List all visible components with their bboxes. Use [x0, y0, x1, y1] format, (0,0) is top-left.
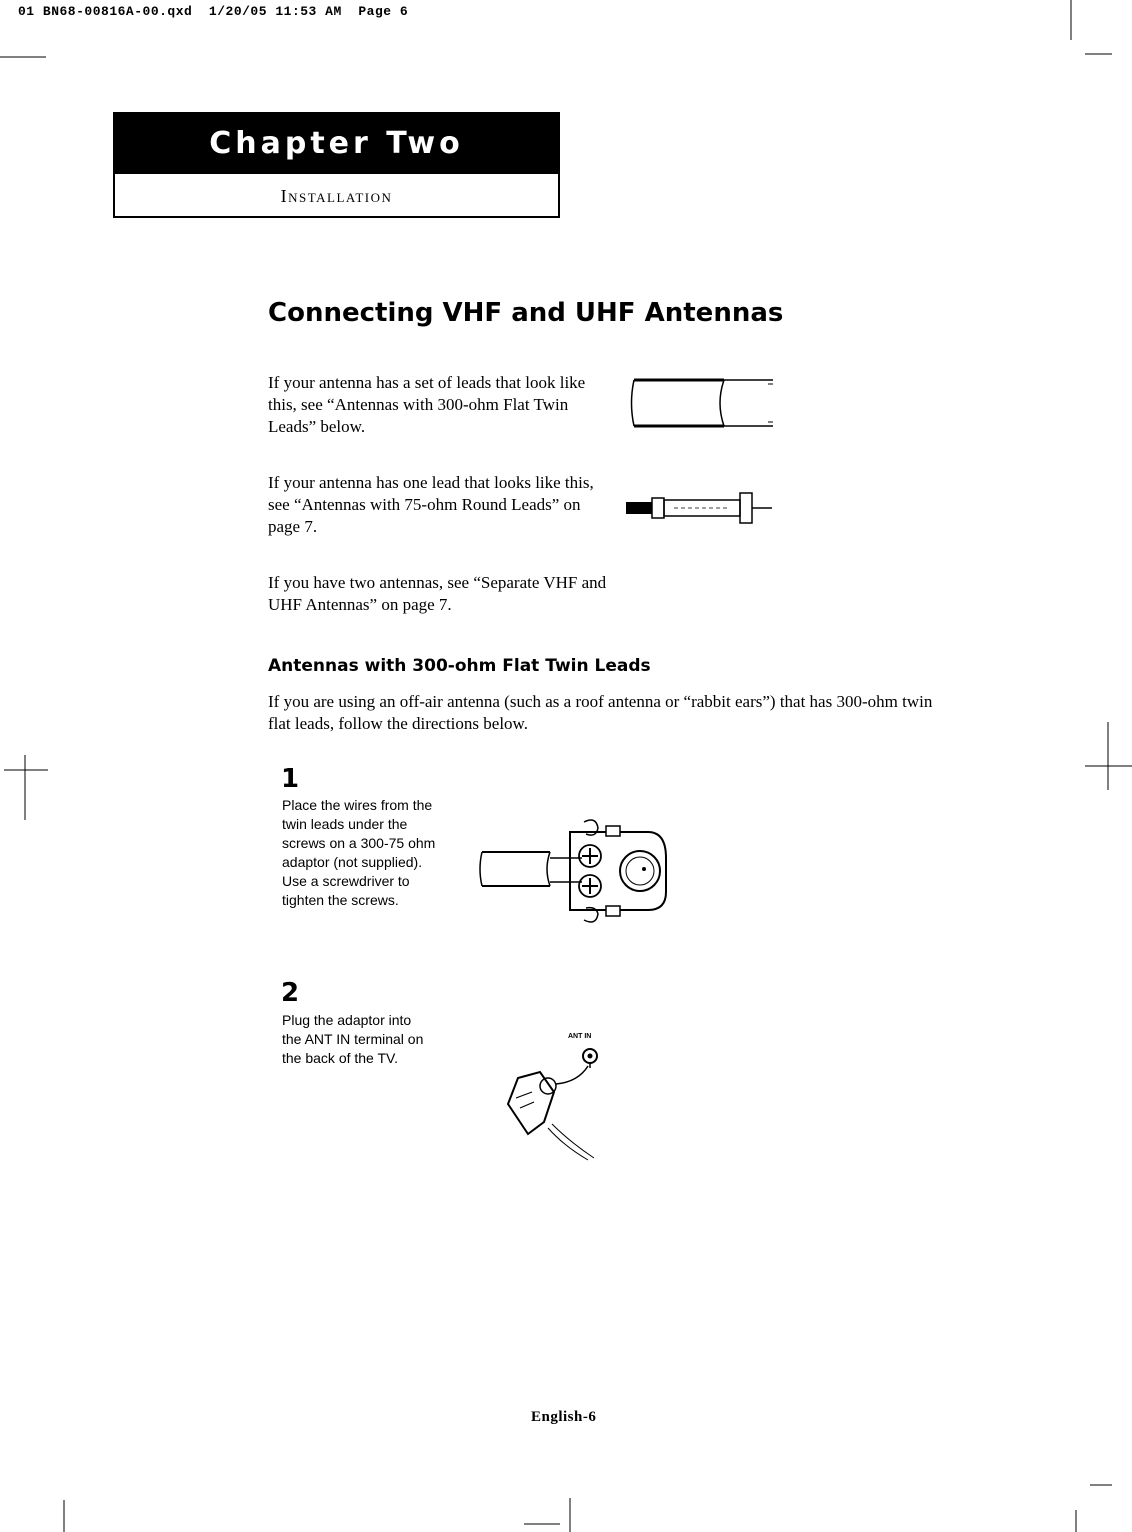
chapter-subtitle: Installation — [280, 186, 393, 206]
intro-paragraph-twin-lead: If your antenna has a set of leads that look like this, see “Antennas with 300-ohm Flat Twin Leads” below. — [268, 373, 586, 436]
adaptor-illustration — [478, 818, 678, 928]
section-title: Connecting VHF and UHF Antennas — [268, 298, 784, 328]
page-number: English-6 — [531, 1409, 597, 1425]
intro-paragraph-two-antennas: If you have two antennas, see “Separate VHF and UHF Antennas” on page 7. — [268, 573, 607, 614]
round-lead-icon — [626, 490, 776, 530]
ant-in-label: ANT IN — [568, 1033, 592, 1040]
step-2-number: 2 — [281, 978, 300, 1008]
step-2-text: Plug the adaptor into the ANT IN terminal on the back of the TV. — [282, 1012, 424, 1066]
print-header: 01 BN68-00816A-00.qxd 1/20/05 11:53 AM Page 6 — [18, 4, 409, 19]
ant-in-illustration — [504, 1042, 614, 1162]
twin-lead-icon — [628, 374, 778, 434]
subsection-title: Antennas with 300-ohm Flat Twin Leads — [268, 656, 651, 676]
step-1-number: 1 — [281, 764, 300, 794]
chapter-title: Chapter Two — [115, 114, 558, 174]
step-1-text: Place the wires from the twin leads under the screws on a 300-75 ohm adaptor (not supplied). Use a screwdriver to tighten the screws. — [282, 797, 436, 908]
chapter-heading — [113, 112, 560, 218]
subsection-text: If you are using an off-air antenna (such as a roof antenna or “rabbit ears”) that has 300-ohm twin flat leads, follow the directions below. — [268, 692, 933, 733]
intro-paragraph-round-lead: If your antenna has one lead that looks like this, see “Antennas with 75-ohm Round Leads” on page 7. — [268, 473, 594, 536]
